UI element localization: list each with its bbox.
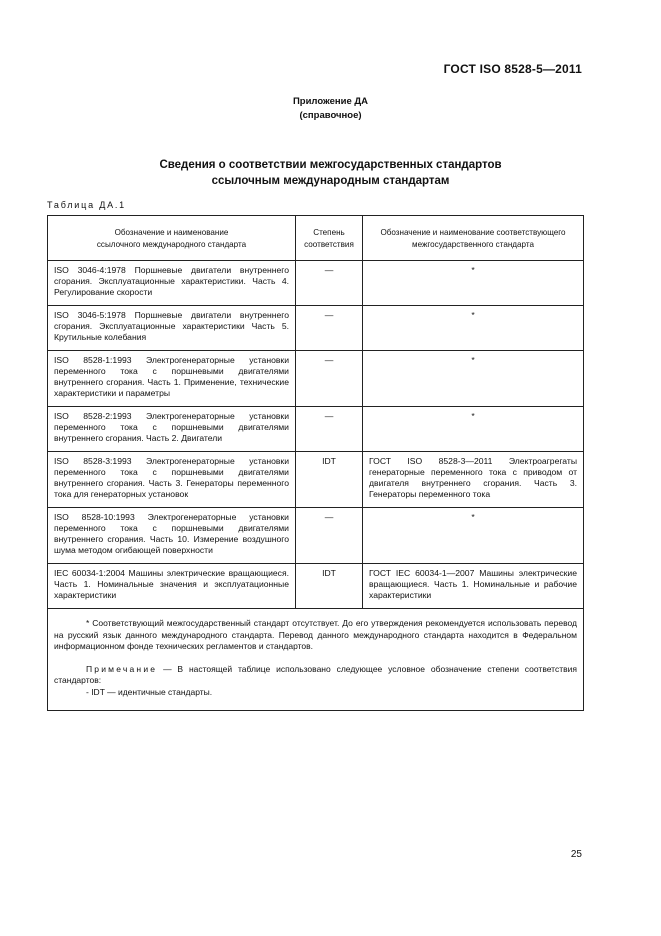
national-standard-cell: *: [363, 261, 584, 306]
national-standard-cell: *: [363, 508, 584, 564]
document-header: ГОСТ ISO 8528-5—2011: [443, 62, 582, 76]
reference-standard-cell: ISO 8528-10:1993 Электрогенераторные установки переменного тока с поршневыми двигателями внутреннего сгорания. Часть 10. Измерение воздушного шума методом огибающей поверхности: [48, 508, 296, 564]
section-title-line1: Сведения о соответствии межгосударственных стандартов: [159, 159, 502, 171]
correspondence-table: [47, 215, 584, 711]
annex-title: Приложение ДА: [292, 96, 369, 107]
footnote-text: * Соответствующий межгосударственный стандарт отсутствует. До его утверждения рекомендуется использовать перевод на русский язык данного международного стандарта. Перевод данного международного стандарта находится в Федеральном информационном фонде технических регламентов и стандартов.: [54, 618, 577, 651]
section-title-line2: ссылочным международным стандартам: [211, 175, 450, 187]
national-standard-cell: *: [363, 351, 584, 407]
header-reference-standard: Обозначение и наименование ссылочного международного стандарта: [48, 216, 296, 261]
reference-standard-cell: ISO 8528-3:1993 Электрогенераторные установки переменного тока с поршневыми двигателями внутреннего сгорания. Часть 3. Генераторы переменного тока для генераторных установок: [48, 452, 296, 508]
table-row: [48, 508, 584, 564]
degree-cell: —: [296, 306, 363, 351]
reference-standard-cell: ISO 8528-1:1993 Электрогенераторные установки переменного тока с поршневыми двигателями внутреннего сгорания. Часть 1. Применение, технические характеристики и параметры: [48, 351, 296, 407]
table-row: [48, 306, 584, 351]
table-footnote-row: [48, 609, 584, 711]
national-standard-cell: *: [363, 407, 584, 452]
degree-cell: —: [296, 351, 363, 407]
table-header-row: [48, 216, 584, 261]
degree-cell: —: [296, 508, 363, 564]
annex-heading: [0, 95, 661, 123]
section-title: [0, 157, 661, 189]
reference-standard-cell: IEC 60034-1:2004 Машины электрические вращающиеся. Часть 1. Номинальные значения и эксплуатационные характеристики: [48, 564, 296, 609]
table-row: [48, 261, 584, 306]
degree-cell: IDT: [296, 452, 363, 508]
annex-subtitle: (справочное): [299, 110, 362, 121]
note-paragraph: [54, 664, 577, 687]
table-row: [48, 351, 584, 407]
table-row: [48, 407, 584, 452]
degree-cell: IDT: [296, 564, 363, 609]
table-footnote-cell: [48, 609, 584, 711]
national-standard-cell: *: [363, 306, 584, 351]
table-row: [48, 452, 584, 508]
page-number: 25: [570, 849, 582, 860]
header-national-standard: Обозначение и наименование соответствующего межгосударственного стандарта: [363, 216, 584, 261]
note-item: - IDT — идентичные стандарты.: [86, 686, 213, 697]
reference-standard-cell: ISO 3046-5:1978 Поршневые двигатели внутреннего сгорания. Эксплуатационные характеристики Часть 5. Крутильные колебания: [48, 306, 296, 351]
reference-standard-cell: ISO 8528-2:1993 Электрогенераторные установки переменного тока с поршневыми двигателями внутреннего сгорания. Часть 2. Двигатели: [48, 407, 296, 452]
degree-cell: —: [296, 407, 363, 452]
header-degree: Степень соответствия: [296, 216, 363, 261]
reference-standard-cell: ISO 3046-4:1978 Поршневые двигатели внутреннего сгорания. Эксплуатационные характеристики. Часть 4. Регулирование скорости: [48, 261, 296, 306]
national-standard-cell: ГОСТ IEC 60034-1—2007 Машины электрические вращающиеся. Часть 1. Номинальные и рабочие характеристики: [363, 564, 584, 609]
note-label: Примечание: [86, 663, 158, 674]
table-caption: Таблица ДА.1: [47, 200, 126, 210]
degree-cell: —: [296, 261, 363, 306]
note-text: — В настоящей таблице использовано следующее условное обозначение степени соответствия стандартов:: [54, 663, 577, 685]
table-row: [48, 564, 584, 609]
national-standard-cell: ГОСТ ISO 8528-3—2011 Электроагрегаты генераторные переменного тока с приводом от двигателя внутреннего сгорания. Часть 3. Генераторы переменного тока: [363, 452, 584, 508]
